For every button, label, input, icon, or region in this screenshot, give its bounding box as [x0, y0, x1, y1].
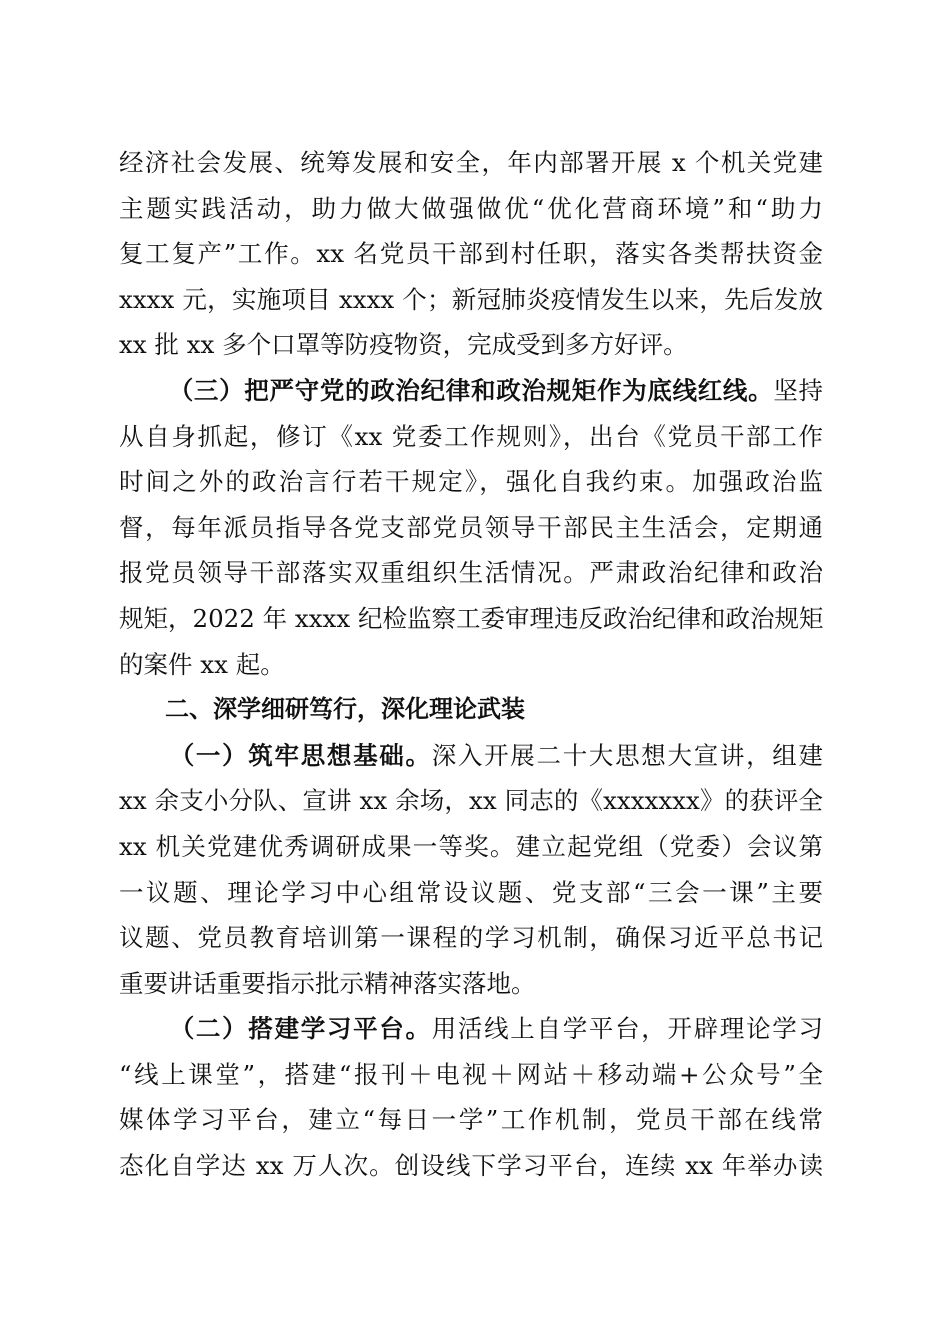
paragraph-line: 经济社会发展、统筹发展和安全，年内部署开展 x 个机关党建: [119, 148, 823, 177]
paragraph-line: xx 余支小分队、宣讲 xx 余场，xx 同志的《xxxxxxx》的获评全: [119, 786, 823, 816]
document-body: [119, 140, 823, 1189]
paragraph-line: 媒体学习平台，建立“每日一学”工作机制，党员干部在线常: [119, 1105, 823, 1135]
paragraph-learning-platform: [119, 1006, 823, 1188]
paragraph-political-discipline: [119, 368, 823, 687]
paragraph-text: 坚持: [773, 375, 823, 405]
paragraph-line-first: [119, 368, 823, 414]
paragraph-text: 用活线上自学平台，开辟理论学习: [431, 1014, 823, 1044]
section-heading: 二、深学细研笃行，深化理论武装: [165, 695, 525, 724]
subsection-title: （二）搭建学习平台。: [168, 1014, 432, 1044]
subsection-title: （三）把严守党的政治纪律和政治规矩作为底线红线。: [168, 375, 774, 405]
paragraph-line: 议题、党员教育培训第一课程的学习机制，确保习近平总书记: [119, 923, 823, 953]
paragraph-line: 态化自学达 xx 万人次。创设线下学习平台，连续 xx 年举办读: [119, 1151, 823, 1181]
paragraph-line: xx 批 xx 多个口罩等防疫物资，完成受到多方好评。: [119, 330, 688, 360]
subsection-title: （一）筑牢思想基础。: [168, 740, 432, 770]
paragraph-line-first: [119, 733, 823, 779]
paragraph-line: xxxx 元，实施项目 xxxx 个；新冠肺炎疫情发生以来，先后发放: [119, 284, 823, 314]
paragraph-line: 督，每年派员指导各党支部党员领导干部民主生活会，定期通: [119, 512, 823, 542]
paragraph-text: 深入开展二十大思想大宣讲，组建: [431, 740, 823, 770]
paragraph-line: 复工复产”工作。xx 名党员干部到村任职，落实各类帮扶资金: [119, 239, 823, 269]
paragraph-line: 规矩，2022 年 xxxx 纪检监察工委审理违反政治纪律和政治规矩: [119, 603, 823, 633]
paragraph-line: 一议题、理论学习中心组常设议题、党支部“三会一课”主要: [119, 877, 823, 907]
paragraph-economic-development: [119, 140, 823, 368]
paragraph-line: xx 机关党建优秀调研成果一等奖。建立起党组（党委）会议第: [119, 831, 823, 861]
paragraph-line: 从自身抓起，修订《xx 党委工作规则》，出台《党员干部工作: [119, 421, 823, 451]
paragraph-line: 报党员领导干部落实双重组织生活情况。严肃政治纪律和政治: [119, 558, 823, 588]
paragraph-ideological-foundation: [119, 733, 823, 1007]
paragraph-line-first: [119, 1006, 823, 1052]
paragraph-line: “线上课堂”，搭建“报刊＋电视＋网站＋移动端+公众号”全: [119, 1059, 823, 1089]
paragraph-line: 重要讲话重要指示批示精神落实落地。: [119, 968, 536, 998]
paragraph-line: 主题实践活动，助力做大做强做优“优化营商环境”和“助力: [119, 193, 823, 223]
paragraph-line: 时间之外的政治言行若干规定》，强化自我约束。加强政治监: [119, 467, 823, 497]
paragraph-line: 的案件 xx 起。: [119, 649, 285, 679]
